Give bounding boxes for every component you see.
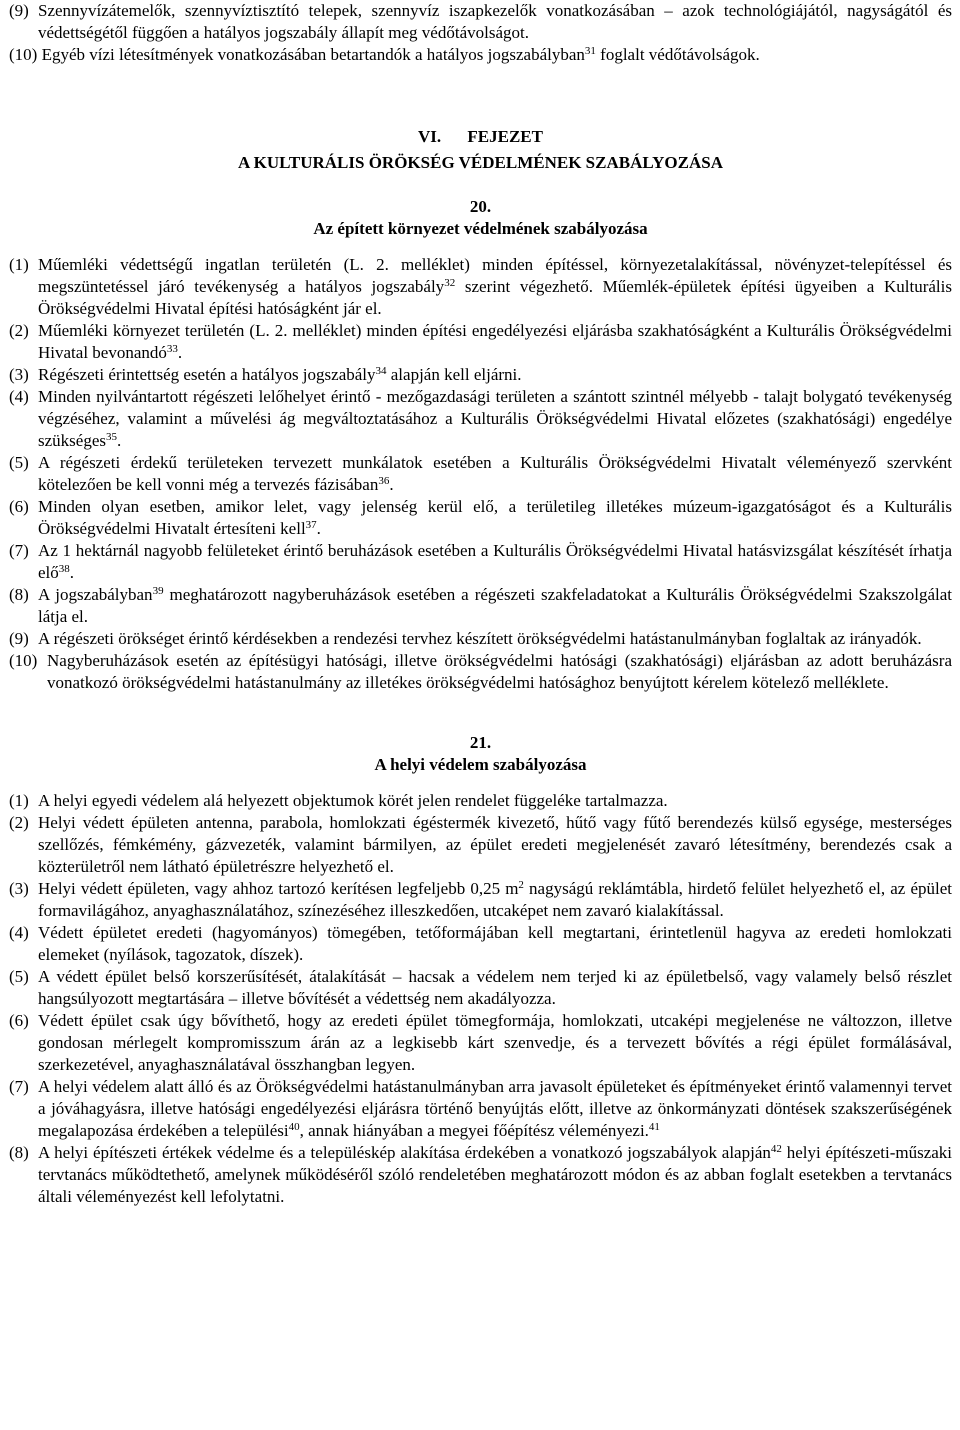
paragraph-number: (7) [9,541,29,560]
paragraph-number: (6) [9,1011,29,1030]
list-item [9,1010,952,1076]
paragraph-text-part: Védett épületet eredeti (hagyományos) tömegében, tetőformájában kell megtartani, érintetlenül hagyva az eredeti homlokzati elemeket (nyílások, tagozatok, díszek). [38,923,952,964]
paragraph-text-part: Az 1 hektárnál nagyobb felületeket érintő beruházások esetében a Kulturális Örökségvédelmi Hivatal hatásvizsgálat készítését írhatja elő [38,541,952,582]
footnote-ref: 38 [58,563,70,575]
paragraph-number: (9) [9,1,29,20]
paragraph-text [38,1010,952,1076]
list-item [9,364,952,386]
paragraph-number: (1) [9,255,29,274]
footnote-ref: 36 [378,475,390,487]
paragraph-number: (7) [9,1077,29,1096]
paragraph-text-part: Helyi védett épületen antenna, parabola, homlokzati égéstermék kivezető, hűtő vagy fűtő berendezés külső egysége, mesterséges szellőzés, fémkémény, gázvezeték, valamint bármilyen, az épület eredeti megjelenését zavaró létesítmény, berendezés csak a közterületről nem látható épületrészre helyezhető el. [38,813,952,876]
section-21-body [9,790,952,1208]
paragraph-text-part: A helyi egyedi védelem alá helyezett objektumok körét jelen rendelet függeléke tartalmazza. [38,791,668,810]
paragraph-text [38,452,952,496]
paragraph-number: (8) [9,1143,29,1162]
list-item [9,922,952,966]
paragraph-text [38,496,952,540]
list-item [9,812,952,878]
paragraph-number: (3) [9,879,29,898]
paragraph-text [38,1076,952,1142]
paragraph-text-part: nagyságú reklámtábla, hirdető felület helyezhető el, az épület formavilágához, anyaghasználatához, színezéséhez illeszkedően, utcaképet nem zavaró kialakítással. [38,879,952,920]
list-item [9,1142,952,1208]
paragraph-text-part: , annak hiányában a megyei főépítész véleményezi. [299,1121,649,1140]
paragraph-text [38,922,952,966]
paragraph-text-part: Nagyberuházások esetén az építésügyi hatósági, illetve örökségvédelmi hatósági (szakhatósági) eljárásban az adott beruházásra vonatkozó örökségvédelmi hatástanulmány az illetékes örökségvédelmi hatósághoz benyújtott kérelem kötelező melléklete. [47,651,952,692]
paragraph-text-part: Műemléki környezet területén (L. 2. melléklet) minden építési engedélyezési eljárásba szakhatóságként a Kulturális Örökségvédelmi Hivatal bevonandó [38,321,952,362]
paragraph-text [38,1142,952,1208]
section-title: Az épített környezet védelmének szabályozása [313,219,648,238]
section-21-heading [9,732,952,776]
list-item [9,966,952,1010]
section-number: 20. [469,197,492,216]
intro-paragraph-9 [9,0,952,44]
paragraph-number: (5) [9,453,29,472]
footnote-ref: 42 [770,1143,782,1155]
chapter-title: A KULTURÁLIS ÖRÖKSÉG VÉDELMÉNEK SZABÁLYOZÁSA [238,153,723,172]
paragraph-number: (10) [9,45,38,64]
paragraph-number: (8) [9,585,29,604]
section-20-body [9,254,952,694]
paragraph-text-part: Védett épület csak úgy bővíthető, hogy az eredeti épület tömegformája, homlokzati, utcaképi megjelenése ne változzon, illetve gondosan mérlegelt kompromisszum árán az a legkisebb kárt szenvedje, és a tervezett bővítés a régi épület formálásával, szerkezetével, anyaghasználatával összhangban legyen. [38,1011,952,1074]
list-item [9,628,952,650]
paragraph-number: (1) [9,791,29,810]
list-item [9,496,952,540]
paragraph-text-part: A régészeti érdekű területeken tervezett munkálatok esetében a Kulturális Örökségvédelmi Hivatalt véleményező szervként kötelezően be kell vonni még a tervezés fázisában [38,453,952,494]
paragraph-number: (9) [9,629,29,648]
paragraph-text-part: alapján kell eljárni. [386,365,522,384]
section-20-heading [9,196,952,240]
section-number: 21. [469,733,492,752]
paragraph-text [38,966,952,1010]
paragraph-text [38,878,952,922]
paragraph-number: (4) [9,923,29,942]
paragraph-text-part: meghatározott nagyberuházások esetében a régészeti szakfeladatokat a Kulturális Örökségvédelmi Szakszolgálat látja el. [38,585,952,626]
paragraph-text [38,584,952,628]
paragraph-text-part: A jogszabályban [38,585,153,604]
paragraph-text [38,540,952,584]
footnote-ref: 39 [152,585,164,597]
paragraph-text-part: Régészeti érintettség esetén a hatályos jogszabály [38,365,376,384]
paragraph-text [38,812,952,878]
footnote-ref: 33 [166,343,178,355]
paragraph-text [38,628,952,650]
chapter-heading [9,126,952,174]
list-item [9,650,952,694]
paragraph-text: Egyéb vízi létesítmények vonatkozásában betartandók a hatályos jogszabályban [41,45,585,64]
paragraph-number: (2) [9,321,29,340]
list-item [9,790,952,812]
paragraph-text [38,320,952,364]
list-item [9,1076,952,1142]
paragraph-number: (10) [9,651,38,670]
list-item [9,584,952,628]
paragraph-text-part: A helyi építészeti értékek védelme és a településkép alakítása érdekében a vonatkozó jogszabályok alapján [38,1143,771,1162]
paragraph-text [38,790,952,812]
paragraph-text-part: Helyi védett épületen, vagy ahhoz tartozó kerítésen legfeljebb 0,25 m [38,879,519,898]
paragraph-text-part: A régészeti örökséget érintő kérdésekben a rendezési tervhez készített örökségvédelmi hatástanulmányban foglaltak az irányadók. [38,629,922,648]
footnote-ref: 35 [105,431,117,443]
paragraph-text-part: A védett épület belső korszerűsítését, átalakítását – hacsak a védelem nem terjed ki az épületbelső, vagy valamely belső részlet hangsúlyozott megtartására – illetve bővítését a védettség nem akadályozza. [38,967,952,1008]
paragraph-text-part: szerint végezhető. Műemlék-épületek építési ügyeiben a Kulturális Örökségvédelmi Hivatal építési hatóságként jár el. [38,277,952,318]
footnote-ref: 31 [584,45,596,57]
paragraph-text-part: Minden olyan esetben, amikor lelet, vagy jelenség kerül elő, a területileg illetékes múzeum-igazgatóságot és a Kulturális Örökségvédelmi Hivatalt értesíteni kell [38,497,952,538]
paragraph-text: Szennyvízátemelők, szennyvíztisztító telepek, szennyvíz iszapkezelők vonatkozásában – azok technológiájától, nagyságától és védettségétől függően a hatályos jogszabály állapít meg védőtávolságot. [38,1,952,42]
paragraph-text [47,650,952,694]
paragraph-number: (2) [9,813,29,832]
list-item [9,878,952,922]
list-item [9,386,952,452]
paragraph-text-part: . [177,343,183,362]
paragraph-number: (5) [9,967,29,986]
list-item [9,320,952,364]
paragraph-text-part: Műemléki védettségű ingatlan területén (L. 2. melléklet) minden építéssel, környezetalakítással, növényzet-telepítéssel és megszüntetéssel járó tevékenység a hatályos jogszabály [38,255,952,296]
paragraph-text-part: . [116,431,122,450]
footnote-ref: 34 [375,365,387,377]
paragraph-text [38,364,952,386]
paragraph-text-part: A helyi védelem alatt álló és az Örökségvédelmi hatástanulmányban arra javasolt épületeket és építményeket érintő valamennyi tervet a jóváhagyásra, illetve hatósági engedélyezési eljárásra történő benyújtás előtt, illetve az önkormányzati döntések szakszerűségének megalapozása érdekében a települési [38,1077,952,1140]
paragraph-number: (4) [9,387,29,406]
paragraph-text-part: Minden nyilvántartott régészeti lelőhelyet érintő - mezőgazdasági területen a szántott szintnél mélyebb - talajt bolygató tevékenység végzéséhez, valamint a művelési ág megváltoztatásához a Kulturális Örökségvédelmi Hivatal előzetes (szakhatósági) engedélye szükséges [38,387,952,450]
intro-paragraph-10 [9,44,952,66]
paragraph-text: foglalt védőtávolságok. [600,45,760,64]
paragraph-text-part: helyi építészeti-műszaki tervtanács működtethető, amelynek működéséről szóló rendeletében meghatározott módon és az abban foglalt esetekben a tervtanács általi véleményezést kell lefolytatni. [38,1143,953,1206]
list-item [9,540,952,584]
paragraph-text [38,386,952,452]
paragraph-number: (6) [9,497,29,516]
chapter-number: VI. FEJEZET [418,127,543,146]
paragraph-text-part: . [389,475,394,494]
footnote-ref: 32 [444,277,456,289]
footnote-ref: 2 [518,879,524,891]
list-item [9,254,952,320]
footnote-ref: 40 [288,1121,300,1133]
paragraph-text-part: . [69,563,75,582]
paragraph-text [38,254,952,320]
footnote-ref: 41 [648,1121,660,1133]
footnote-ref: 37 [305,519,317,531]
paragraph-text-part: . [316,519,321,538]
list-item [9,452,952,496]
paragraph-number: (3) [9,365,29,384]
section-title: A helyi védelem szabályozása [374,755,587,774]
